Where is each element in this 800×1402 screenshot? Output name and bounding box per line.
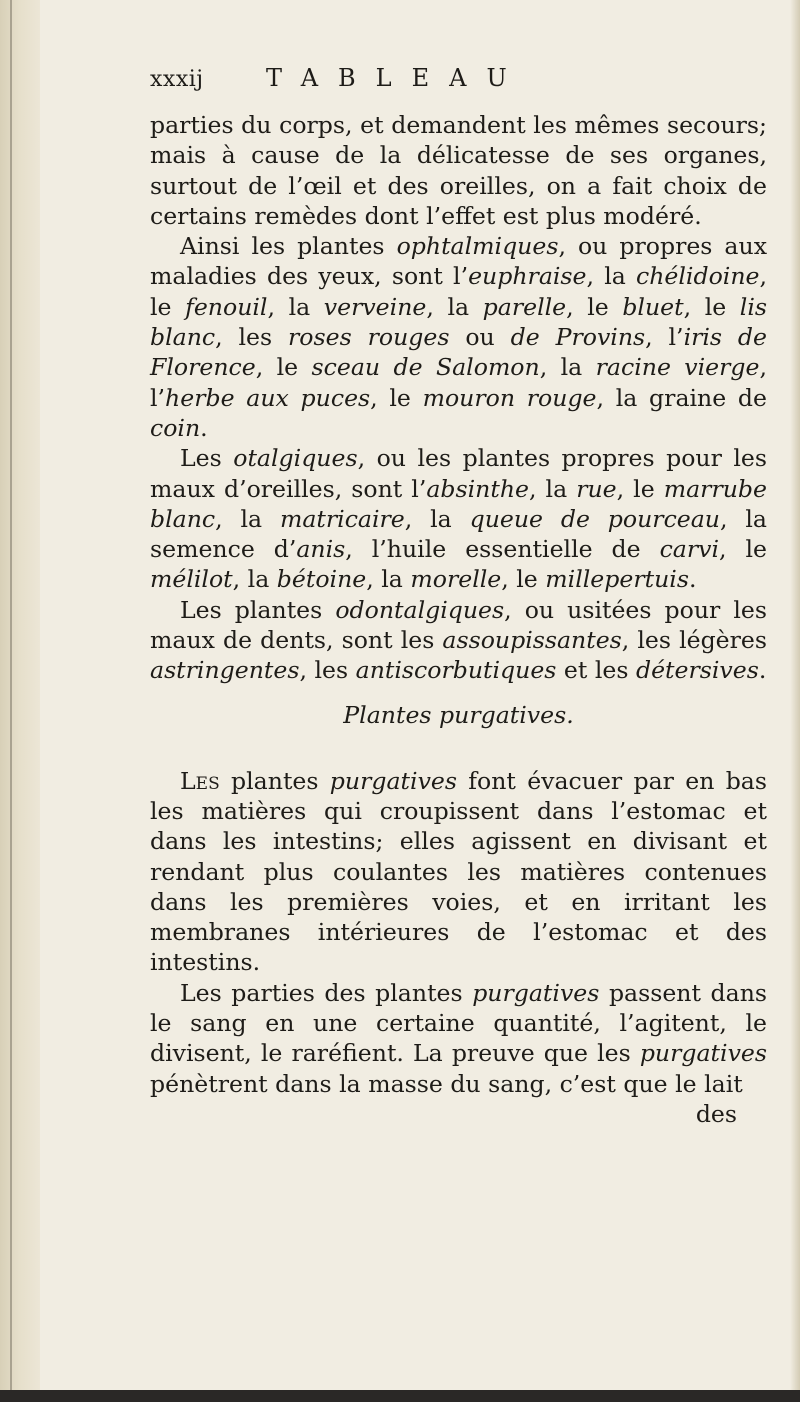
binding-line — [10, 0, 12, 1402]
paragraph-purgatives: Les plantes purgatives font évacuer par en bas les matières qui croupissent dans l’estomac et dans les intestins; elles agissent en divisant et rendant plus coulantes les matières contenues dans les premières voies, et en irritant les membranes intérieures de l’estomac et des intestins. — [150, 766, 767, 977]
catchword: des — [695, 1099, 737, 1128]
running-header — [150, 64, 767, 110]
page-edge-shadow — [790, 0, 800, 1402]
book-page — [150, 64, 767, 1129]
body-text — [150, 110, 767, 1129]
paragraph-otalgiques: Les otalgiques, ou les plantes propres pour les maux d’oreilles, sont l’absinthe, la rue, le marrube blanc, la matricaire, la queue de pourceau, la semence d’anis, l’huile essentielle de carvi, le mélilot, la bétoine, la morelle, le millepertuis. — [150, 444, 768, 594]
paragraph-ophtalmiques: Ainsi les plantes ophtalmiques, ou propres aux maladies des yeux, sont l’euphraise, la chélidoine, le fenouil, la verveine, la parelle, le bluet, le lis blanc, les roses rouges ou de Provins, l’iris de Florence, le sceau de Salomon, la racine vierge, l’herbe aux puces, le mouron rouge, la graine de coin. — [150, 232, 767, 442]
small-caps-lead: Les — [180, 766, 220, 795]
page-gutter — [0, 0, 40, 1402]
section-heading: Plantes purgatives. — [343, 700, 574, 729]
page-number: xxxij — [150, 67, 204, 92]
paragraph-continuation: parties du corps, et demandent les mêmes secours; mais à cause de la délicatesse de ses organes, surtout de l’œil et des oreilles, on a fait choix de certains remèdes dont l’effet est plus modéré. — [150, 111, 767, 230]
running-title: TABLEAU — [266, 64, 527, 92]
page-bottom-edge — [0, 1390, 800, 1402]
paragraph-purgatives-sang: Les parties des plantes purgatives passent dans le sang en une certaine quantité, l’agitent, le divisent, le raréfient. La preuve que les purgatives pénètrent dans la masse du sang, c’est que le lait — [150, 978, 768, 1098]
paragraph-odontalgiques: Les plantes odontalgiques, ou usitées pour les maux de dents, sont les assoupissantes, les légères astringentes, les antiscorbutiques et les détersives. — [150, 595, 767, 685]
